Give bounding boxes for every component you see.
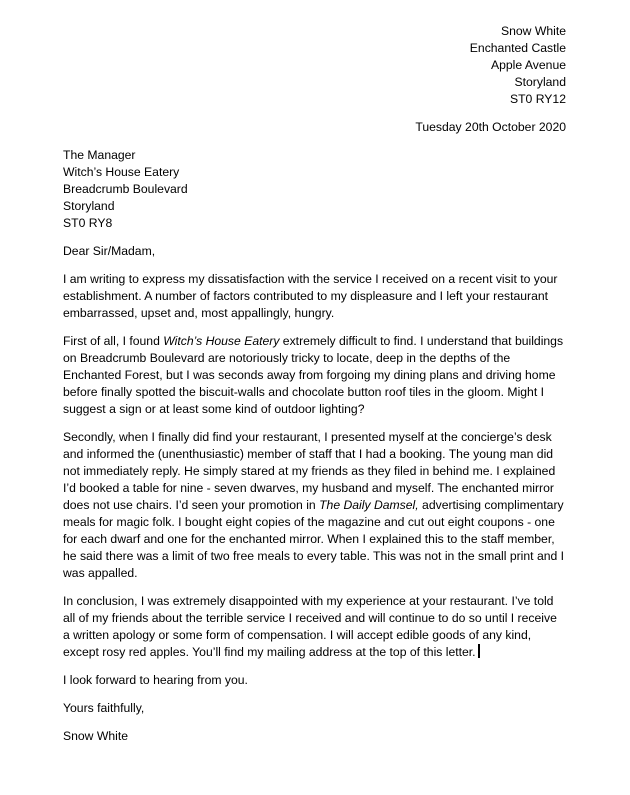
- text-run: Secondly, when I finally did find your restaurant, I presented myself at the concierge’s desk and informed the (unenthusiastic) member of staff that I had a booking. The young man did not immediately reply. He simply stared at my friends as they filed in behind me. I explained I’d booked a table for nine - seven dwarves, my husband and myself. The enchanted mirror does not use chairs. I’d seen your promotion in: [63, 430, 556, 512]
- sender-address-line: Enchanted Castle: [469, 41, 566, 55]
- text-run: I am writing to express my dissatisfaction with the service I received on a recent visit to your establishment. A number of factors contributed to my displeasure and I left your restaurant embarrassed, upset and, most appallingly, hungry.: [63, 272, 558, 320]
- paragraph-dissatisfaction: [63, 271, 566, 322]
- sender-address-line: Snow White: [500, 24, 566, 38]
- paragraph-concierge-service: [63, 429, 566, 582]
- sign-off-line: I look forward to hearing from you.: [63, 673, 248, 687]
- sender-address-block: [63, 23, 566, 108]
- text-run: First of all, I found: [63, 334, 164, 348]
- sender-address-line: ST0 RY12: [509, 92, 566, 106]
- salutation: Dear Sir/Madam,: [63, 244, 156, 258]
- text-run: extremely difficult to find. I understand that buildings on Breadcrumb Boulevard are notoriously tricky to locate, deep in the depths of the Enchanted Forest, but I was seconds away from forgoing my dining plans and driving home before finally spotted the biscuit-walls and chocolate button roof tiles in the gloom. Might I suggest a sign or at least some kind of outdoor lighting?: [63, 334, 564, 416]
- italic-text-run: The Daily Damsel,: [319, 498, 419, 512]
- valediction: Yours faithfully,: [63, 701, 145, 715]
- text-run: advertising complimentary meals for magic folk. I bought eight copies of the magazine and cut out eight coupons - one for each dwarf and one for the enchanted mirror. When I explained this to the staff member, he said there was a limit of two free meals to every table. This was not in the small print and I was appalled.: [63, 498, 565, 580]
- recipient-address-line: The Manager: [63, 148, 136, 162]
- recipient-address-line: ST0 RY8: [63, 216, 113, 230]
- sender-address-line: Apple Avenue: [491, 58, 566, 72]
- recipient-address-line: Witch’s House Eatery: [63, 165, 180, 179]
- recipient-address-block: [63, 147, 566, 232]
- italic-text-run: Witch’s House Eatery: [163, 334, 280, 348]
- sender-address-line: Storyland: [514, 75, 566, 89]
- signature-name: Snow White: [63, 729, 129, 743]
- recipient-address-line: Storyland: [63, 199, 115, 213]
- paragraph-conclusion: [63, 593, 566, 661]
- text-cursor: [478, 644, 480, 658]
- paragraph-finding-restaurant: [63, 333, 566, 418]
- recipient-address-line: Breadcrumb Boulevard: [63, 182, 188, 196]
- text-run: In conclusion, I was extremely disappointed with my experience at your restaurant. I’ve told all of my friends about the terrible service I received and will continue to do so until I receive a written apology or some form of compensation. I will accept edible goods of any kind, except rosy red apples. You’ll find my mailing address at the top of this letter.: [63, 594, 557, 659]
- letter-date: Tuesday 20th October 2020: [415, 120, 566, 134]
